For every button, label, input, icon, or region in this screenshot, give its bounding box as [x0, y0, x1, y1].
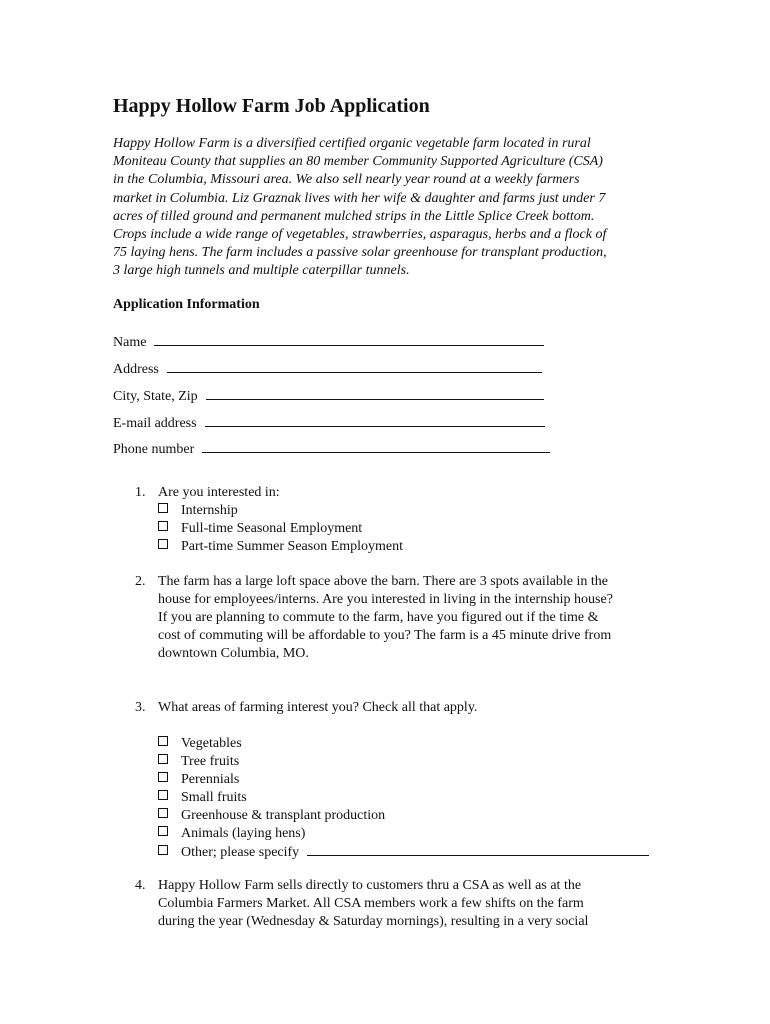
option-label: Part-time Summer Season Employment: [181, 539, 404, 554]
intro-paragraph: [113, 135, 673, 281]
address-input-line[interactable]: [167, 360, 542, 373]
email-input-line[interactable]: [205, 414, 545, 427]
intro-line: 3 large high tunnels and multiple caterpillar tunnels.: [113, 263, 410, 279]
checkbox[interactable]: [158, 521, 168, 531]
question-line: downtown Columbia, MO.: [158, 646, 309, 661]
email-field: [113, 414, 545, 432]
intro-line: Crops include a wide range of vegetables, strawberries, asparagus, herbs and a flock of: [113, 227, 607, 243]
option-perennials[interactable]: [158, 771, 649, 789]
question-line: during the year (Wednesday & Saturday mornings), resulting in a very social: [158, 914, 589, 929]
question-number: 3.: [135, 700, 146, 715]
intro-line: market in Columbia. Liz Graznak lives with her wife & daughter and farms just under 7: [113, 190, 606, 206]
checkbox[interactable]: [158, 772, 168, 782]
question-number: 1.: [135, 485, 146, 500]
question-line: The farm has a large loft space above the barn. There are 3 spots available in the: [158, 574, 609, 589]
question-line: Happy Hollow Farm sells directly to customers thru a CSA as well as at the: [158, 878, 582, 893]
question-line: Are you interested in:: [158, 485, 280, 500]
option-label: Other; please specify: [181, 845, 300, 860]
intro-line: acres of tilled ground and permanent mulched strips in the Little Splice Creek bottom.: [113, 208, 595, 224]
checkbox[interactable]: [158, 790, 168, 800]
option-vegetables[interactable]: [158, 735, 649, 753]
question-line: What areas of farming interest you? Check all that apply.: [158, 700, 478, 715]
checkbox[interactable]: [158, 539, 168, 549]
checkbox[interactable]: [158, 754, 168, 764]
question-3-options: [158, 735, 649, 861]
phone-field: [113, 440, 550, 458]
option-label: Perennials: [181, 772, 240, 787]
question-line: Columbia Farmers Market. All CSA members work a few shifts on the farm: [158, 896, 584, 911]
option-label: Internship: [181, 503, 238, 518]
option-internship[interactable]: [158, 502, 403, 520]
option-other[interactable]: [158, 843, 649, 861]
option-greenhouse[interactable]: [158, 807, 649, 825]
name-input-line[interactable]: [154, 333, 544, 346]
other-specify-input-line[interactable]: [307, 843, 649, 856]
option-animals[interactable]: [158, 825, 649, 843]
option-tree-fruits[interactable]: [158, 753, 649, 771]
option-full-time[interactable]: [158, 520, 403, 538]
question-text: [158, 484, 280, 502]
question-line: cost of commuting will be affordable to you? The farm is a 45 minute drive from: [158, 628, 612, 643]
option-label: Animals (laying hens): [181, 826, 306, 841]
checkbox[interactable]: [158, 845, 168, 855]
field-label: City, State, Zip: [113, 389, 198, 404]
city-state-zip-input-line[interactable]: [206, 387, 544, 400]
intro-line: in the Columbia, Missouri area. We also sell nearly year round at a weekly farmers: [113, 172, 580, 188]
question-line: If you are planning to commute to the farm, have you figured out if the time &: [158, 610, 599, 625]
checkbox[interactable]: [158, 826, 168, 836]
question-number: 4.: [135, 878, 146, 893]
option-label: Greenhouse & transplant production: [181, 808, 386, 823]
question-text: [158, 877, 588, 931]
field-label: E-mail address: [113, 416, 197, 431]
field-label: Phone number: [113, 442, 195, 457]
page-title: Happy Hollow Farm Job Application: [113, 95, 430, 117]
option-small-fruits[interactable]: [158, 789, 649, 807]
question-1-options: [158, 502, 403, 556]
checkbox[interactable]: [158, 808, 168, 818]
option-label: Tree fruits: [181, 754, 240, 769]
option-part-time[interactable]: [158, 538, 403, 556]
intro-line: 75 laying hens. The farm includes a passive solar greenhouse for transplant production,: [113, 245, 607, 261]
question-text: [158, 573, 613, 663]
checkbox[interactable]: [158, 736, 168, 746]
question-line: house for employees/interns. Are you interested in living in the internship house?: [158, 592, 613, 607]
option-label: Vegetables: [181, 736, 242, 751]
city-state-zip-field: [113, 387, 544, 405]
intro-line: Happy Hollow Farm is a diversified certified organic vegetable farm located in rural: [113, 136, 591, 151]
name-field: [113, 333, 544, 351]
address-field: [113, 360, 542, 378]
field-label: Address: [113, 362, 159, 377]
option-label: Small fruits: [181, 790, 247, 805]
intro-line: Moniteau County that supplies an 80 member Community Supported Agriculture (CSA): [113, 154, 603, 170]
section-heading: Application Information: [113, 297, 260, 312]
field-label: Name: [113, 335, 147, 350]
phone-input-line[interactable]: [202, 440, 550, 453]
option-label: Full-time Seasonal Employment: [181, 521, 363, 536]
checkbox[interactable]: [158, 503, 168, 513]
question-number: 2.: [135, 574, 146, 589]
question-text: [158, 699, 477, 717]
